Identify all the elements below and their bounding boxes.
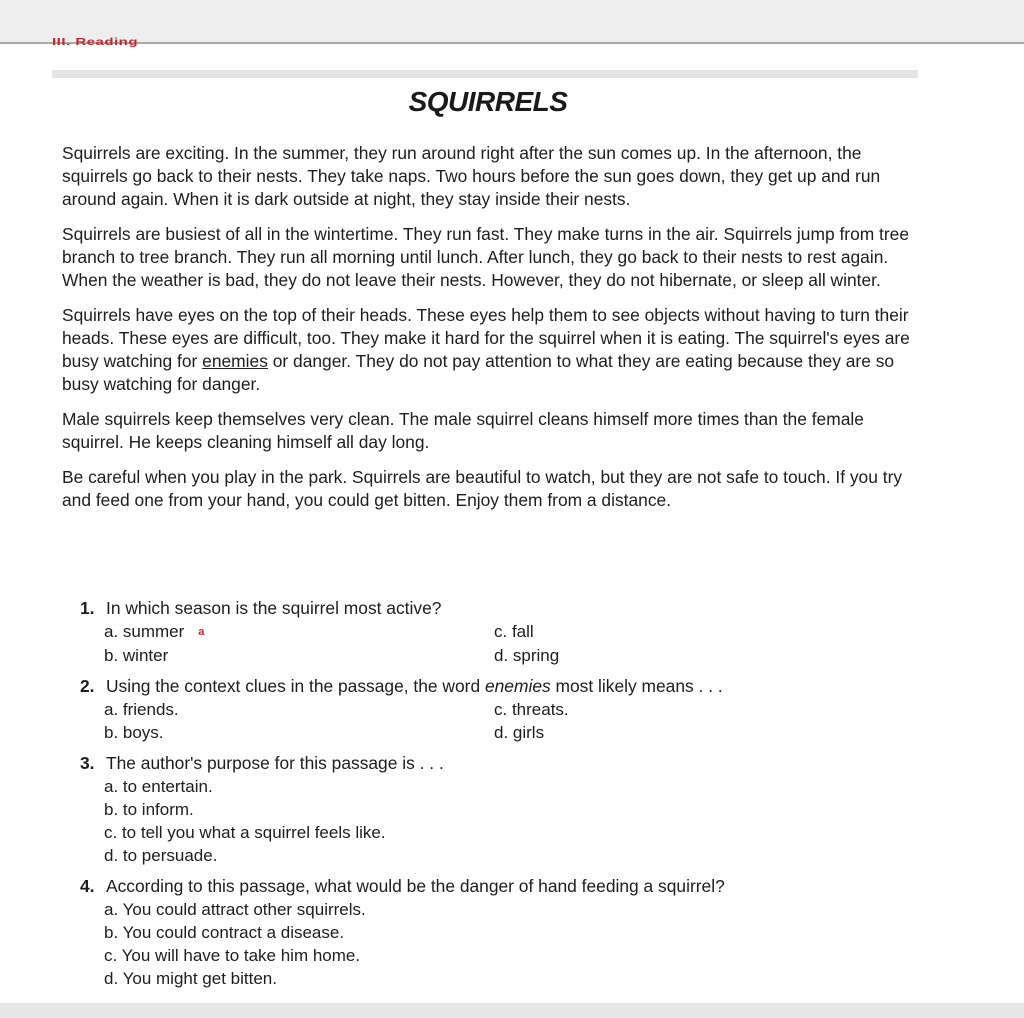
answer-options [80,898,900,990]
option-a[interactable]: a. friends. [104,700,179,719]
option-d[interactable]: d. spring [494,646,560,665]
question-list [80,597,900,998]
answer-mark: a [198,626,205,638]
question-stem [80,752,900,775]
paragraph-2: Squirrels are busiest of all in the wintertime. They run fast. They make turns in the air. Squirrels jump from tree branch to tree branch. They run all morning until lunch. After lunch, they go back to their nests to rest again. When the weather is bad, they do not leave their nests. However, they do not hibernate, or sleep all winter. [62,224,910,290]
reading-passage [62,142,912,524]
question-number: 3. [80,753,95,773]
option-b[interactable]: b. to inform. [104,800,194,819]
option-a[interactable]: a. to entertain. [104,777,213,796]
question-4 [80,875,900,990]
question-stem [80,597,900,620]
option-label: a. summer [104,622,185,641]
option-c[interactable]: c. fall [494,622,534,641]
question-text: The author's purpose for this passage is . . . [106,753,444,773]
question-text-before: Using the context clues in the passage, the word [106,676,485,696]
option-d[interactable]: d. to persuade. [104,846,218,865]
question-number: 1. [80,598,95,618]
question-text-after: most likely means . . . [550,676,723,696]
question-2 [80,675,900,744]
paragraph-1: Squirrels are exciting. In the summer, they run around right after the sun comes up. In the afternoon, the squirrels go back to their nests. They take naps. Two hours before the sun goes down, they get up and run around again. When it is dark outside at night, they stay inside their nests. [62,143,881,209]
option-a[interactable] [104,620,494,644]
viewer-top-bar [0,0,1024,44]
section-heading: III. Reading [52,36,139,48]
option-d[interactable]: d. girls [494,723,545,742]
underlined-word-enemies: enemies [202,351,268,371]
page-title: SQUIRRELS [408,86,568,117]
header-rule [52,70,918,78]
option-d[interactable]: d. You might get bitten. [104,969,277,988]
paragraph-3-text-before: Squirrels have eyes on the top of their heads. These eyes help them to see objects without having to turn their heads. These eyes are difficult, too. They make it hard for the squirrel when it is eating. The squirrel's eyes are busy watching for [62,305,910,371]
option-a[interactable]: a. You could attract other squirrels. [104,900,366,919]
question-text: In which season is the squirrel most active? [106,598,442,618]
question-text: According to this passage, what would be the danger of hand feeding a squirrel? [106,876,725,896]
paragraph-4: Male squirrels keep themselves very clean. The male squirrel cleans himself more times than the female squirrel. He keeps cleaning himself all day long. [62,409,864,452]
paragraph-3 [62,304,912,396]
question-text [106,675,723,698]
option-c[interactable]: c. to tell you what a squirrel feels like. [104,823,386,842]
question-3 [80,752,900,867]
question-number: 2. [80,676,95,696]
question-1 [80,597,900,667]
answer-options [80,698,900,744]
option-c[interactable]: c. threats. [494,700,569,719]
paragraph-5: Be careful when you play in the park. Squirrels are beautiful to watch, but they are not safe to touch. If you try and feed one from your hand, you could get bitten. Enjoy them from a distance. [62,467,903,510]
question-number: 4. [80,876,95,896]
question-stem [80,875,900,898]
answer-options [80,620,900,667]
option-b[interactable]: b. winter [104,646,169,665]
italic-word-enemies: enemies [484,676,551,696]
option-c[interactable]: c. You will have to take him home. [104,946,361,965]
option-b[interactable]: b. You could contract a disease. [104,923,345,942]
option-b[interactable]: b. boys. [104,723,164,742]
question-stem [80,675,900,698]
answer-options [80,775,900,867]
page-bottom-edge [0,1003,1024,1018]
paragraph-3-text-after: or danger. They do not pay attention to what they are eating because they are so busy watching for danger. [62,351,895,394]
